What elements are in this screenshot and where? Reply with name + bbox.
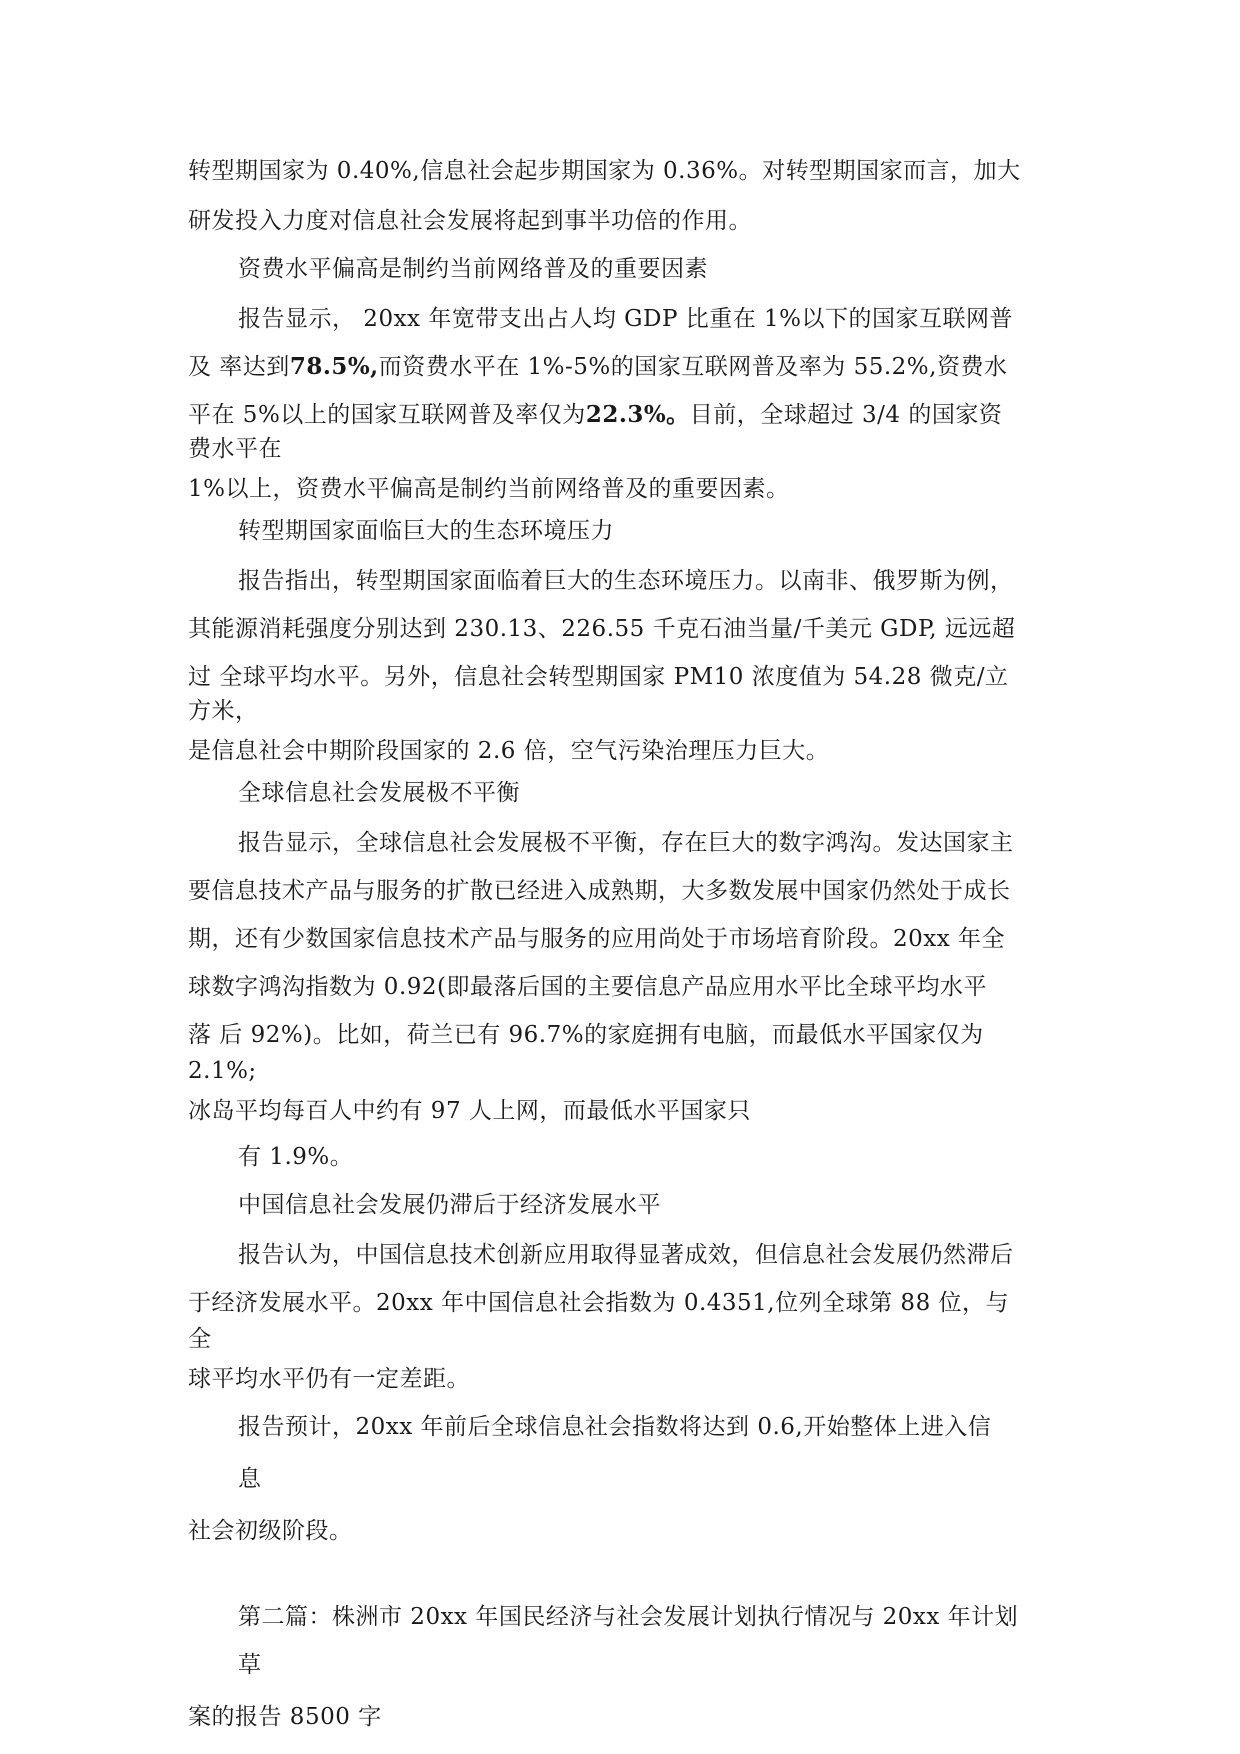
body-line: 要信息技术产品与服务的扩散已经进入成熟期，大多数发展中国家仍然处于成长	[188, 878, 1011, 904]
body-line: 平在 5%以上的国家互联网普及率仅为22.3%。目前，全球超过 3/4 的国家资	[188, 401, 1003, 428]
body-line: 转型期国家为 0.40%,信息社会起步期国家为 0.36%。对转型期国家而言，加大	[188, 158, 1021, 184]
chapter-title: 第二篇：株洲市 20xx 年国民经济与社会发展计划执行情况与 20xx 年计划	[238, 1604, 1019, 1630]
body-line: 是信息社会中期阶段国家的 2.6 倍，空气污染治理压力巨大。	[188, 738, 830, 764]
body-line: 有 1.9%。	[238, 1144, 354, 1170]
section-heading: 转型期国家面临巨大的生态环境压力	[238, 518, 614, 544]
body-line: 过 全球平均水平。另外，信息社会转型期国家 PM10 浓度值为 54.28 微克/立	[188, 664, 1009, 690]
body-line: 报告认为，中国信息技术创新应用取得显著成效，但信息社会发展仍然滞后	[238, 1242, 1014, 1268]
body-line: 球平均水平仍有一定差距。	[188, 1366, 470, 1392]
body-line: 研发投入力度对信息社会发展将起到事半功倍的作用。	[188, 208, 752, 234]
section-heading: 全球信息社会发展极不平衡	[238, 780, 520, 806]
body-line: 冰岛平均每百人中约有 97 人上网，而最低水平国家只	[188, 1098, 751, 1124]
body-line: 期，还有少数国家信息技术产品与服务的应用尚处于市场培育阶段。20xx 年全	[188, 926, 1006, 952]
bold-figure: 78.5%,	[289, 353, 379, 380]
body-line: 报告显示，全球信息社会发展极不平衡，存在巨大的数字鸿沟。发达国家主	[238, 830, 1014, 856]
body-line: 落 后 92%)。比如，荷兰已有 96.7%的家庭拥有电脑，而最低水平国家仅为	[188, 1022, 984, 1048]
body-line: 其能源消耗强度分别达到 230.13、226.55 千克石油当量/千美元 GDP, 远远超	[188, 616, 1016, 642]
body-line: 2.1%;	[188, 1058, 257, 1084]
body-line: 报告预计，20xx 年前后全球信息社会指数将达到 0.6,开始整体上进入信	[238, 1414, 992, 1440]
body-line: 及 率达到78.5%,而资费水平在 1%-5%的国家互联网普及率为 55.2%,资费水	[188, 353, 1008, 380]
body-line: 报告指出，转型期国家面临着巨大的生态环境压力。以南非、俄罗斯为例，	[238, 568, 1014, 594]
section-heading: 中国信息社会发展仍滞后于经济发展水平	[238, 1192, 661, 1218]
section-heading: 资费水平偏高是制约当前网络普及的重要因素	[238, 256, 708, 282]
body-line: 社会初级阶段。	[188, 1518, 353, 1544]
chapter-title: 草	[238, 1652, 262, 1678]
body-line: 全	[188, 1326, 212, 1352]
bold-figure: 22.3%。	[585, 401, 690, 428]
body-line: 报告显示， 20xx 年宽带支出占人均 GDP 比重在 1%以下的国家互联网普	[238, 306, 1014, 332]
body-line: 1%以上，资费水平偏高是制约当前网络普及的重要因素。	[188, 476, 790, 502]
chapter-title: 案的报告 8500 字	[188, 1704, 382, 1730]
body-line: 球数字鸿沟指数为 0.92(即最落后国的主要信息产品应用水平比全球平均水平	[188, 974, 987, 1000]
body-line: 息	[238, 1466, 262, 1492]
body-line: 于经济发展水平。20xx 年中国信息社会指数为 0.4351,位列全球第 88 位，与	[188, 1290, 1010, 1316]
body-line: 费水平在	[188, 436, 282, 462]
body-line: 方米，	[188, 698, 259, 724]
